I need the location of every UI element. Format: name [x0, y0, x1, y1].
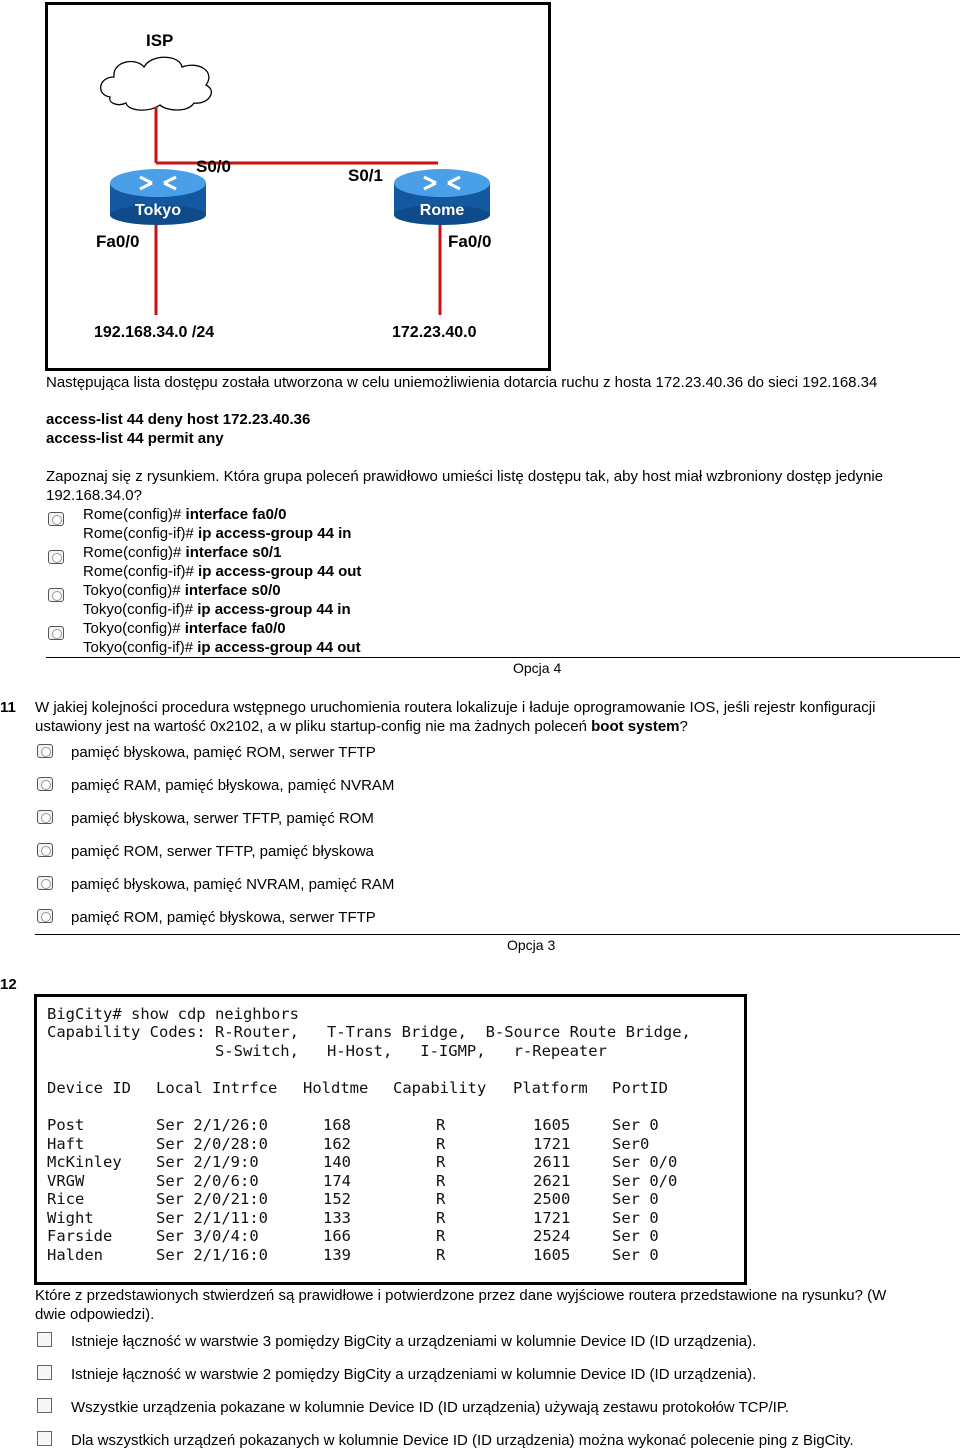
q12-option-2-label: Istnieje łączność w warstwie 2 pomiędzy BigCity a urządzeniami w kolumnie Device ID (ID urządzenia).: [71, 1366, 757, 1383]
terminal-capability-line-2: S-Switch, H-Host, I-IGMP, r-Repeater: [47, 1042, 607, 1060]
cell-platform: 2611: [533, 1153, 571, 1171]
q12-option-3-checkbox[interactable]: [37, 1398, 52, 1413]
q10-option-1-line-2: Rome(config-if)# ip access-group 44 in: [83, 525, 352, 542]
cell-holdtme: 162: [323, 1134, 351, 1153]
q10-option-4-radio[interactable]: [48, 626, 64, 640]
rome-serial-label: S0/1: [348, 166, 383, 185]
q11-option-4-label: pamięć ROM, serwer TFTP, pamięć błyskowa: [71, 843, 374, 860]
cell-local-intrfce: Ser 3/0/4:0: [156, 1227, 259, 1245]
cell-portid: Ser 0: [612, 1227, 659, 1245]
q11-option-5-label: pamięć błyskowa, pamięć NVRAM, pamięć RAM: [71, 876, 395, 893]
q10-option-1-line-1: Rome(config)# interface fa0/0: [83, 506, 287, 523]
col-header-holdtme: Holdtme: [303, 1079, 369, 1097]
tokyo-fa-label: Fa0/0: [96, 232, 140, 251]
isp-label: ISP: [146, 31, 174, 50]
cell-platform: 1605: [533, 1245, 571, 1264]
q10-option-2-line-2: Rome(config-if)# ip access-group 44 out: [83, 563, 362, 580]
col-header-portid: PortID: [612, 1079, 668, 1097]
q12-option-4-label: Dla wszystkich urządzeń pokazanych w kolumnie Device ID (ID urządzenia) można wykonać polecenie ping z BigCity.: [71, 1432, 854, 1449]
q11-answer: Opcja 3: [507, 937, 556, 953]
cell-portid: Ser 0: [612, 1116, 659, 1134]
cell-capability: R: [436, 1116, 446, 1134]
cell-capability: R: [436, 1190, 446, 1208]
cell-platform: 1721: [533, 1134, 571, 1153]
cell-local-intrfce: Ser 2/1/26:0: [156, 1116, 268, 1134]
q12-option-2-checkbox[interactable]: [37, 1365, 52, 1380]
q11-option-4-radio[interactable]: [37, 843, 53, 857]
q10-answer: Opcja 4: [513, 660, 562, 676]
cell-portid: Ser 0/0: [612, 1171, 678, 1190]
cell-device-id: Wight: [47, 1208, 94, 1227]
cell-portid: Ser 0: [612, 1190, 659, 1208]
q10-option-3-line-2: Tokyo(config-if)# ip access-group 44 in: [83, 601, 351, 618]
q10-option-2-line-1: Rome(config)# interface s0/1: [83, 544, 282, 561]
q10-option-3-radio[interactable]: [48, 588, 64, 602]
cell-portid: Ser0: [612, 1134, 650, 1153]
cell-holdtme: 152: [323, 1190, 351, 1208]
q11-option-3-radio[interactable]: [37, 810, 53, 824]
cell-device-id: Farside: [47, 1227, 113, 1245]
q10-acl-line-1: access-list 44 deny host 172.23.40.36: [46, 411, 311, 428]
isp-cloud-icon: [101, 57, 212, 110]
q10-option-2-radio[interactable]: [48, 550, 64, 564]
cell-local-intrfce: Ser 2/1/11:0: [156, 1208, 268, 1227]
q10-option-1-radio[interactable]: [48, 512, 64, 526]
cell-local-intrfce: Ser 2/0/6:0: [156, 1171, 259, 1190]
rome-router-label: Rome: [419, 202, 465, 219]
q11-option-1-label: pamięć błyskowa, pamięć ROM, serwer TFTP: [71, 744, 376, 761]
q12-option-4-checkbox[interactable]: [37, 1431, 52, 1446]
col-header-platform: Platform: [513, 1079, 588, 1097]
q10-option-4-line-1: Tokyo(config)# interface fa0/0: [83, 620, 286, 637]
cell-capability: R: [436, 1134, 446, 1153]
cell-portid: Ser 0: [612, 1208, 659, 1227]
rome-fa-label: Fa0/0: [448, 232, 492, 251]
q10-acl-line-2: access-list 44 permit any: [46, 430, 224, 447]
q12-option-1-label: Istnieje łączność w warstwie 3 pomiędzy BigCity a urządzeniami w kolumnie Device ID (ID urządzenia).: [71, 1333, 757, 1350]
q11-option-2-radio[interactable]: [37, 777, 53, 791]
cell-local-intrfce: Ser 2/1/9:0: [156, 1153, 259, 1171]
cell-platform: 2500: [533, 1190, 571, 1208]
q12-question-line-2: dwie odpowiedzi).: [35, 1306, 155, 1323]
cell-holdtme: 133: [323, 1208, 351, 1227]
cell-platform: 2621: [533, 1171, 571, 1190]
topology-svg: [48, 5, 548, 368]
cell-platform: 2524: [533, 1227, 571, 1245]
cell-device-id: McKinley: [47, 1153, 122, 1171]
q11-option-2-label: pamięć RAM, pamięć błyskowa, pamięć NVRAM: [71, 777, 395, 794]
cell-platform: 1605: [533, 1116, 571, 1134]
q11-divider: [35, 934, 960, 935]
col-header-capability: Capability: [393, 1079, 487, 1097]
col-header-local-intrfce: Local Intrfce: [156, 1079, 278, 1097]
cell-capability: R: [436, 1208, 446, 1227]
cell-device-id: VRGW: [47, 1171, 85, 1190]
q10-divider: [46, 657, 960, 658]
cell-holdtme: 174: [323, 1171, 351, 1190]
cdp-output-terminal: [34, 994, 747, 1285]
col-header-device-id: Device ID: [47, 1079, 131, 1097]
q10-intro: Następująca lista dostępu została utworzona w celu uniemożliwienia dotarcia ruchu z hosta 172.23.40.36 do sieci 192.168.34: [46, 374, 878, 391]
cell-device-id: Haft: [47, 1134, 85, 1153]
q11-option-3-label: pamięć błyskowa, serwer TFTP, pamięć ROM: [71, 810, 374, 827]
q10-option-4-line-2: Tokyo(config-if)# ip access-group 44 out: [83, 639, 361, 656]
cell-local-intrfce: Ser 2/0/28:0: [156, 1134, 268, 1153]
tokyo-network-label: 192.168.34.0 /24: [94, 324, 215, 341]
q11-question-line-1: W jakiej kolejności procedura wstępnego uruchomienia routera lokalizuje i ładuje oprogramowanie IOS, jeśli rejestr konfiguracji: [35, 699, 876, 716]
q10-option-3-line-1: Tokyo(config)# interface s0/0: [83, 582, 281, 599]
q11-option-5-radio[interactable]: [37, 876, 53, 890]
q10-question-line-2: 192.168.34.0?: [46, 487, 142, 504]
cell-holdtme: 139: [323, 1245, 351, 1264]
terminal-command-line: BigCity# show cdp neighbors: [47, 1005, 299, 1023]
q11-question-line-2: ustawiony jest na wartość 0x2102, a w pliku startup-config nie ma żadnych poleceń boot system?: [35, 718, 688, 735]
cell-device-id: Rice: [47, 1190, 85, 1208]
cell-device-id: Halden: [47, 1245, 103, 1264]
cell-local-intrfce: Ser 2/0/21:0: [156, 1190, 268, 1208]
q12-option-3-label: Wszystkie urządzenia pokazane w kolumnie Device ID (ID urządzenia) używają zestawu protokołów TCP/IP.: [71, 1399, 790, 1416]
q12-option-1-checkbox[interactable]: [37, 1332, 52, 1347]
tokyo-router-label: Tokyo: [135, 202, 181, 219]
q11-option-1-radio[interactable]: [37, 744, 53, 758]
q12-question-line-1: Które z przedstawionych stwierdzeń są prawidłowe i potwierdzone przez dane wyjściowe routera przedstawione na rysunku? (W: [35, 1287, 887, 1304]
q12-number: 12: [0, 976, 17, 993]
cell-local-intrfce: Ser 2/1/16:0: [156, 1245, 268, 1264]
cell-capability: R: [436, 1227, 446, 1245]
cell-holdtme: 168: [323, 1116, 351, 1134]
cell-platform: 1721: [533, 1208, 571, 1227]
cell-device-id: Post: [47, 1116, 85, 1134]
q11-number: 11: [0, 699, 16, 716]
cell-holdtme: 140: [323, 1153, 351, 1171]
q11-option-6-label: pamięć ROM, pamięć błyskowa, serwer TFTP: [71, 909, 376, 926]
rome-network-label: 172.23.40.0: [392, 324, 477, 341]
cell-portid: Ser 0: [612, 1245, 659, 1264]
cell-capability: R: [436, 1245, 446, 1264]
tokyo-serial-label: S0/0: [196, 157, 231, 176]
cell-portid: Ser 0/0: [612, 1153, 678, 1171]
cell-capability: R: [436, 1153, 446, 1171]
cell-capability: R: [436, 1171, 446, 1190]
q10-question-line-1: Zapoznaj się z rysunkiem. Która grupa poleceń prawidłowo umieści listę dostępu tak, aby host miał wzbroniony dostęp jedynie: [46, 468, 884, 485]
cell-holdtme: 166: [323, 1227, 351, 1245]
terminal-capability-line-1: Capability Codes: R-Router, T-Trans Bridge, B-Source Route Bridge,: [47, 1023, 691, 1041]
network-diagram: [45, 2, 551, 371]
q11-option-6-radio[interactable]: [37, 909, 53, 923]
